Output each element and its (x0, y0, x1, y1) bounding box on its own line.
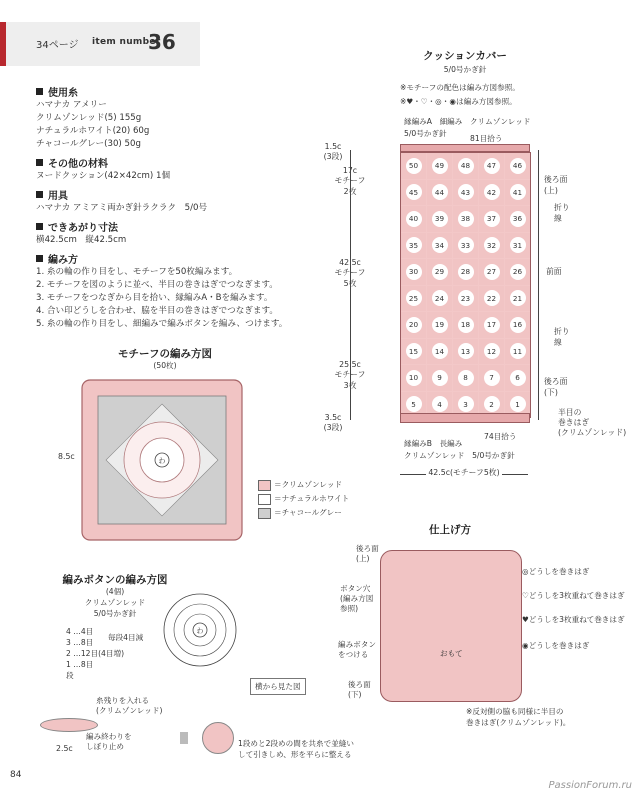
motif-cell (401, 259, 426, 285)
width-label: 42.5c(モチーフ5枚) (428, 468, 500, 477)
motif-number: 20 (406, 317, 422, 333)
motif-title: モチーフの編み方図 (118, 348, 212, 360)
motif-number: 7 (484, 370, 500, 386)
legend-white: ＝ナチュラルホワイト (258, 493, 349, 505)
motif-number: 42 (484, 184, 500, 200)
svg-text:わ: わ (196, 627, 204, 635)
motif-size: 8.5c (58, 452, 75, 461)
finish-note-1: ◎どうしを巻きはぎ (522, 567, 590, 576)
arrow-icon (168, 732, 188, 744)
finish-buttonhole: ボタン穴 (編み方図 参照) (340, 584, 374, 613)
motif-number: 29 (432, 264, 448, 280)
motif-cell (453, 286, 478, 312)
other-materials-heading: その他の材料 (36, 155, 287, 170)
button-count: (4個) (105, 587, 125, 596)
motif-cell (401, 153, 426, 179)
motif-number: 1 (510, 396, 526, 412)
motif-number: 3 (458, 396, 474, 412)
motif-cell (427, 286, 452, 312)
motif-number: 12 (484, 343, 500, 359)
motif-number: 24 (432, 290, 448, 306)
motif-number: 15 (406, 343, 422, 359)
motif-number: 13 (458, 343, 474, 359)
dim-back-bottom: 25.5c モチーフ 3枚 (334, 360, 366, 390)
motif-number: 26 (510, 264, 526, 280)
method-heading: 編み方 (36, 251, 287, 266)
legend-red: ＝クリムゾンレッド (258, 479, 342, 491)
button-size: 2.5c (56, 744, 73, 753)
motif-cell (505, 153, 530, 179)
motif-cell (427, 259, 452, 285)
label-fold-2: 折り 線 (554, 327, 570, 347)
motif-number: 23 (458, 290, 474, 306)
motif-cell (479, 233, 504, 259)
motif-number: 16 (510, 317, 526, 333)
motif-number: 27 (484, 264, 500, 280)
right-dimension-line (538, 150, 539, 420)
motif-cell (453, 180, 478, 206)
dim-back-top: 17c モチーフ 2枚 (334, 166, 366, 196)
motif-count: (50枚) (153, 361, 177, 370)
motif-cell (401, 365, 426, 391)
button-hook: 5/0号かぎ針 (93, 609, 137, 618)
dim-top-edge: 1.5c (3段) (323, 142, 343, 161)
motif-cell (401, 180, 426, 206)
motif-layout-grid (400, 152, 531, 418)
button-title: 編みボタンの編み方図 (62, 574, 168, 586)
motif-cell (427, 312, 452, 338)
edge-a-label: 縁編みA 細編み クリムゾンレッド (404, 117, 531, 126)
finish-cushion (380, 550, 522, 702)
button-side-shape (40, 718, 98, 732)
motif-cell (505, 286, 530, 312)
motif-number: 28 (458, 264, 474, 280)
motif-number: 17 (484, 317, 500, 333)
motif-cell (505, 339, 530, 365)
button-step-1: 糸残りを入れる (クリムゾンレッド) (96, 696, 163, 715)
motif-number: 49 (432, 158, 448, 174)
motif-cell (427, 153, 452, 179)
size-heading: できあがり寸法 (36, 219, 287, 234)
edge-b-band (400, 413, 530, 423)
motif-cell (401, 233, 426, 259)
finish-back-bottom: 後ろ面 (下) (348, 680, 371, 699)
label-fold-1: 折り 線 (554, 203, 570, 223)
motif-cell (479, 259, 504, 285)
motif-number: 22 (484, 290, 500, 306)
motif-number: 30 (406, 264, 422, 280)
motif-cell (479, 286, 504, 312)
motif-number: 48 (458, 158, 474, 174)
label-back-bottom: 後ろ面 (下) (544, 377, 568, 397)
seam-note: 半目の 巻きはぎ (クリムゾンレッド) (558, 408, 627, 437)
button-color: クリムゾンレッド (84, 598, 146, 607)
edge-a-band (400, 144, 530, 152)
edge-b-label: 縁編みB 長編み (404, 439, 463, 448)
dim-bottom-edge: 3.5c (3段) (323, 413, 343, 432)
watermark: PassionForum.ru (548, 780, 632, 791)
motif-number: 38 (458, 211, 474, 227)
motif-number: 37 (484, 211, 500, 227)
legend-gray: ＝チャコールグレー (258, 507, 342, 519)
motif-number: 21 (510, 290, 526, 306)
motif-number: 9 (432, 370, 448, 386)
motif-cell (479, 153, 504, 179)
motif-cell (479, 180, 504, 206)
method-step: 1. 糸の輪の作り目をし、モチーフを50枚編みます。 (36, 267, 238, 277)
method-step: 4. 合い印どうしを合わせ、脇を半目の巻きはぎでつなぎます。 (36, 306, 279, 316)
yarn-line: ハマナカ アメリー (36, 100, 107, 110)
motif-number: 4 (432, 396, 448, 412)
button-step-2: 編み終わりを しぼり止め (86, 732, 132, 751)
motif-number: 11 (510, 343, 526, 359)
tools-line: ハマナカ アミアミ両かぎ針ラクラク 5/0号 (36, 203, 208, 213)
method-step: 5. 糸の輪の作り目をし、細編みで編みボタンを編み、つけます。 (36, 319, 288, 329)
side-view-label: 横から見た図 (250, 678, 306, 695)
yarn-line: ナチュラルホワイト(20) 60g (36, 126, 150, 136)
finish-note-3: ♥どうしを3枚重ねて巻きはぎ (522, 615, 625, 624)
motif-number: 50 (406, 158, 422, 174)
motif-cell (453, 312, 478, 338)
button-flat-shape (202, 722, 234, 754)
finish-bottom-note: ※反対側の脇も同様に半目の 巻きはぎ(クリムゾンレッド)。 (466, 707, 571, 727)
motif-number: 39 (432, 211, 448, 227)
motif-cell (401, 339, 426, 365)
header-accent-bar (0, 22, 6, 66)
method-step: 2. モチーフを図のように並べ、半目の巻きはぎでつなぎます。 (36, 280, 278, 290)
motif-number: 10 (406, 370, 422, 386)
motif-chart (80, 378, 245, 543)
cushion-note-1: ※モチーフの配色は編み方図参照。 (400, 83, 520, 92)
left-dimension-line (350, 150, 351, 420)
motif-cell (427, 233, 452, 259)
motif-number: 35 (406, 237, 422, 253)
motif-number: 5 (406, 396, 422, 412)
motif-cell (401, 312, 426, 338)
motif-cell (479, 339, 504, 365)
edge-a-hook: 5/0号かぎ針 (404, 129, 447, 138)
motif-cell (505, 259, 530, 285)
motif-number: 33 (458, 237, 474, 253)
motif-cell (505, 312, 530, 338)
motif-cell (505, 365, 530, 391)
method-step: 3. モチーフをつなぎから目を拾い、縁編みA・Bを編みます。 (36, 293, 273, 303)
motif-cell (479, 206, 504, 232)
motif-number: 2 (484, 396, 500, 412)
motif-cell (401, 286, 426, 312)
tools-heading: 用具 (36, 187, 287, 202)
finish-note-2: ♡どうしを3枚重ねて巻きはぎ (522, 591, 625, 600)
header-item-label: item number (92, 37, 161, 47)
motif-number: 18 (458, 317, 474, 333)
motif-cell (427, 180, 452, 206)
motif-number: 36 (510, 211, 526, 227)
motif-cell (427, 339, 452, 365)
motif-number: 19 (432, 317, 448, 333)
finish-front: おもて (440, 649, 463, 658)
button-decrease: 毎段4目減 (108, 633, 144, 642)
motif-number: 14 (432, 343, 448, 359)
label-front: 前面 (546, 267, 562, 276)
motif-cell (427, 206, 452, 232)
button-rounds: 4 …4目 3 …8目 2 …12目(4目増) 1 …8目 段 (66, 627, 125, 680)
motif-number: 43 (458, 184, 474, 200)
pickup-top: 81目拾う (470, 134, 503, 143)
motif-number: 6 (510, 370, 526, 386)
cushion-hook: 5/0号かぎ針 (443, 65, 487, 74)
motif-number: 44 (432, 184, 448, 200)
motif-cell (453, 365, 478, 391)
motif-number: 8 (458, 370, 474, 386)
motif-number: 25 (406, 290, 422, 306)
motif-cell (505, 180, 530, 206)
motif-cell (453, 206, 478, 232)
page-number: 84 (10, 770, 22, 780)
motif-number: 31 (510, 237, 526, 253)
finish-back-top: 後ろ面 (上) (356, 544, 379, 563)
motif-number: 45 (406, 184, 422, 200)
motif-cell (401, 206, 426, 232)
button-chart (160, 590, 240, 670)
motif-cell (427, 365, 452, 391)
other-materials-line: ヌードクッション(42×42cm) 1個 (36, 171, 171, 181)
motif-cell (505, 233, 530, 259)
pickup-bottom: 74目拾う (484, 432, 517, 441)
cushion-title: クッションカバー (423, 50, 507, 62)
motif-cell (453, 339, 478, 365)
motif-cell (505, 206, 530, 232)
finish-note-4: ◉どうしを巻きはぎ (522, 641, 590, 650)
header-page-ref: 34ページ (36, 40, 79, 51)
motif-number: 40 (406, 211, 422, 227)
motif-cell (479, 365, 504, 391)
yarn-heading: 使用糸 (36, 84, 287, 99)
motif-cell (453, 233, 478, 259)
label-back-top: 後ろ面 (上) (544, 175, 568, 195)
yarn-line: クリムゾンレッド(5) 155g (36, 113, 142, 123)
finish-title: 仕上げ方 (429, 524, 471, 536)
size-line: 横42.5cm 縦42.5cm (36, 235, 127, 245)
motif-cell (479, 312, 504, 338)
motif-cell (453, 153, 478, 179)
motif-number: 46 (510, 158, 526, 174)
motif-number: 32 (484, 237, 500, 253)
finish-attach-button: 編みボタン をつける (338, 640, 376, 659)
dim-front: 42.5c モチーフ 5枚 (334, 258, 366, 288)
motif-number: 47 (484, 158, 500, 174)
motif-number: 34 (432, 237, 448, 253)
button-step-3: 1段めと2段めの間を共糸で並縫い して引きしめ、形を平らに整える (238, 739, 354, 759)
cushion-note-2: ※♥・♡・◎・◉は編み方図参照。 (400, 97, 517, 106)
materials-section (36, 84, 287, 331)
motif-cell (453, 259, 478, 285)
svg-text:わ: わ (158, 457, 166, 465)
header-item-number: 36 (148, 30, 176, 54)
motif-number: 41 (510, 184, 526, 200)
yarn-line: チャコールグレー(30) 50g (36, 139, 141, 149)
edge-b-hook: クリムゾンレッド 5/0号かぎ針 (404, 451, 515, 460)
